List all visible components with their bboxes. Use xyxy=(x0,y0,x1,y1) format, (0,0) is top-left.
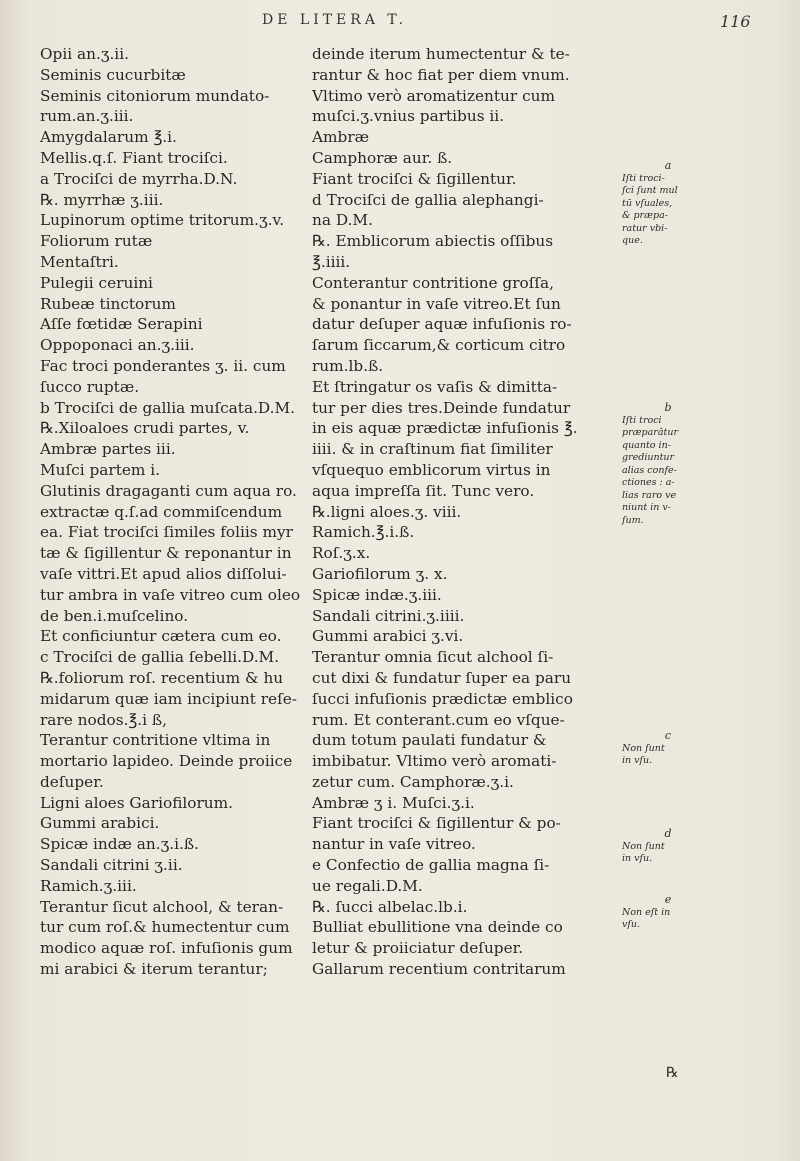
marginal-note-line: præparātur xyxy=(622,427,678,438)
text-line: Opii an.ʒ.ii. xyxy=(40,45,129,63)
marginal-note-label: c xyxy=(664,729,672,742)
text-line: Gallarum recentium contritarum xyxy=(312,960,566,979)
text-line: aqua impreſſa ſit. Tunc vero. xyxy=(312,481,535,500)
marginal-note-line: alias confe- xyxy=(622,464,677,476)
text-line: Rubeæ tinctorum xyxy=(40,294,176,313)
text-line: Gummi arabici ʒ.vi. xyxy=(312,627,464,646)
text-line: Sandali citrini.ʒ.iiii. xyxy=(312,606,465,625)
text-line: cut dixi & fundatur ſuper ea paru xyxy=(312,668,572,687)
text-line: na D.M. xyxy=(312,211,373,230)
text-line: Gariofilorum ʒ. x. xyxy=(312,564,448,583)
marginal-note-line: Iſti troci xyxy=(622,414,662,426)
text-line: Terantur ſicut alchool, & teran- xyxy=(40,897,284,916)
text-line: extractæ q.ſ.ad commiſcendum xyxy=(40,502,283,521)
text-line: Glutinis dragaganti cum aqua ro. xyxy=(40,481,297,500)
text-line: ue regali.D.M. xyxy=(312,876,423,895)
text-line: Camphoræ aur. ß. xyxy=(312,148,453,167)
marginal-note-e xyxy=(622,894,714,932)
text-line: Foliorum rutæ xyxy=(40,232,153,251)
marginal-note-label: e xyxy=(664,893,672,906)
text-line: ℞. Emblicorum abiectis oſſibus xyxy=(312,232,554,251)
text-line: vſquequo emblicorum virtus in xyxy=(312,460,551,479)
marginal-note-line: Non eſt in xyxy=(622,906,671,918)
text-line: Ramich.℥.i.ß. xyxy=(312,523,415,542)
text-line: letur & proiiciatur deſuper. xyxy=(312,939,524,958)
text-line: Ambræ partes iii. xyxy=(40,440,176,459)
marginal-note-line: Non ſunt xyxy=(622,840,665,852)
text-line: ℞.Xiloaloes crudi partes, v. xyxy=(40,419,250,438)
text-line: nantur in vaſe vitreo. xyxy=(312,835,476,854)
text-line: Pulegii ceruini xyxy=(40,273,153,292)
page-header xyxy=(0,12,800,36)
marginal-note-line: & præpa- xyxy=(622,210,668,221)
catchword: ℞ xyxy=(666,1065,679,1081)
text-line: Seminis cucurbitæ xyxy=(40,65,186,84)
marginal-note-b xyxy=(622,402,714,527)
text-line: Oppoponaci an.ʒ.iii. xyxy=(40,336,195,355)
text-line: Ligni aloes Gariofilorum. xyxy=(40,793,234,812)
marginal-note-line: ſum. xyxy=(622,514,644,526)
text-line: Roſ.ʒ.x. xyxy=(312,544,371,563)
text-line: mi arabici & iterum terantur; xyxy=(40,960,268,979)
text-line: vaſe vittri.Et apud alios diſſolui- xyxy=(40,564,287,583)
text-line: ſarum ſiccarum,& corticum citro xyxy=(312,336,566,355)
text-line: midarum quæ iam incipiunt reſe- xyxy=(40,689,297,708)
marginal-note-c xyxy=(622,730,714,768)
text-line: modico aquæ roſ. infuſionis gum xyxy=(40,939,293,958)
text-line: iiii. & in craſtinum fiat ſimiliter xyxy=(312,440,553,459)
text-line: ſucci infuſionis prædictæ emblico xyxy=(312,689,573,708)
text-line: dum totum paulati fundatur & xyxy=(312,731,547,750)
text-line: tur cum roſ.& humectentur cum xyxy=(40,918,290,937)
text-line: ℞.foliorum roſ. recentium & hu xyxy=(40,668,284,687)
text-line: d Trociſci de gallia alephangi- xyxy=(312,190,544,209)
text-line: Mellis.q.ſ. Fiant trociſci. xyxy=(40,148,228,167)
text-line: zetur cum. Camphoræ.ʒ.i. xyxy=(312,772,514,791)
text-line: datur deſuper aquæ infuſionis ro- xyxy=(312,315,572,334)
text-line: Ambræ xyxy=(312,128,370,147)
text-line: Lupinorum optime tritorum.ʒ.v. xyxy=(40,211,285,230)
text-line: muſci.ʒ.vnius partibus ii. xyxy=(312,107,505,126)
text-line: Gummi arabici. xyxy=(40,814,160,833)
marginal-note-line: in vſu. xyxy=(622,755,653,766)
text-line: Spicæ indæ an.ʒ.i.ß. xyxy=(40,835,199,854)
marginal-note-line: quanto in- xyxy=(622,439,671,451)
marginal-note-line: que. xyxy=(622,235,643,246)
text-line: rum.lb.ß. xyxy=(312,356,384,375)
text-line: deinde iterum humectentur & te- xyxy=(312,45,570,63)
text-line: ea. Fiat trociſci ſimiles foliis myr xyxy=(40,523,293,542)
text-line: Fiant trociſci & ſigillentur & po- xyxy=(312,814,561,833)
marginal-note-line: ctiones : a- xyxy=(622,477,675,488)
marginal-note-line: Non ſunt xyxy=(622,742,665,754)
text-line: ℞. ſucci albelac.lb.i. xyxy=(312,897,468,916)
text-line: Fiant trociſci & ſigillentur. xyxy=(312,169,517,188)
text-line: deſuper. xyxy=(40,772,104,791)
marginal-note-label: a xyxy=(664,159,672,172)
marginal-note-line: niunt in v- xyxy=(622,502,671,513)
running-head: DE LITERA T. xyxy=(262,12,408,28)
text-line: Amygdalarum ℥.i. xyxy=(40,128,177,147)
text-line: rantur & hoc fiat per diem vnum. xyxy=(312,65,570,84)
folio-number: 116 xyxy=(720,12,751,31)
text-line: imbibatur. Vltimo verò aromati- xyxy=(312,752,557,771)
text-line: Conterantur contritione groſſa, xyxy=(312,273,555,292)
text-line: Muſci partem i. xyxy=(40,460,161,479)
text-line: in eis aquæ prædictæ infuſionis ℥. xyxy=(312,419,578,438)
text-line: de ben.i.muſcelino. xyxy=(40,606,189,625)
text-line: Terantur contritione vltima in xyxy=(40,731,271,750)
text-line: ℞.ligni aloes.ʒ. viii. xyxy=(312,502,462,521)
text-line: Spicæ indæ.ʒ.iii. xyxy=(312,585,442,604)
marginal-note-label: b xyxy=(664,401,672,414)
text-line: Sandali citrini ʒ.ii. xyxy=(40,856,183,875)
marginal-note-line: Iſti troci- xyxy=(622,172,665,184)
text-line: rare nodos.℥.i ß, xyxy=(40,710,167,729)
marginal-note-line: vſu. xyxy=(622,919,641,930)
text-line: e Confectio de gallia magna ſi- xyxy=(312,856,550,875)
text-line: Ramich.ʒ.iii. xyxy=(40,876,137,895)
text-line: tur per dies tres.Deinde fundatur xyxy=(312,398,571,417)
marginal-note-line: in vſu. xyxy=(622,853,653,864)
text-line: Fac troci ponderantes ʒ. ii. cum xyxy=(40,356,286,375)
marginal-note-line: tū vſuales, xyxy=(622,197,673,209)
text-line: c Trociſci de gallia ſebelli.D.M. xyxy=(40,648,280,667)
text-line: mortario lapideo. Deinde proiice xyxy=(40,752,293,771)
text-line: ſucco ruptæ. xyxy=(40,377,140,396)
marginal-note-a xyxy=(622,160,714,248)
text-line: Terantur omnia ſicut alchool ſi- xyxy=(312,648,554,667)
marginal-note-line: lias raro ve xyxy=(622,489,677,501)
text-line: Et ſtringatur os vaſis & dimitta- xyxy=(312,377,558,396)
text-line: Vltimo verò aromatizentur cum xyxy=(312,86,556,105)
text-line: Ambræ ʒ i. Muſci.ʒ.i. xyxy=(312,793,475,812)
text-line: Seminis citoniorum mundato- xyxy=(40,86,270,105)
text-line: rum.an.ʒ.iii. xyxy=(40,107,134,126)
text-line: tæ & ſigillentur & reponantur in xyxy=(40,544,292,563)
text-line: rum. Et conterant.cum eo vſque- xyxy=(312,710,565,729)
text-line: & ponantur in vaſe vitreo.Et ſun xyxy=(312,294,561,313)
text-line: Aſſe fœtidæ Serapini xyxy=(40,315,203,334)
text-line: tur ambra in vaſe vitreo cum oleo xyxy=(40,585,301,604)
marginal-note-line: ſci ſunt mul xyxy=(622,185,678,196)
marginal-note-d xyxy=(622,828,714,866)
marginal-note-line: grediuntur xyxy=(622,452,675,463)
marginal-note-line: ratur vbi- xyxy=(622,222,668,234)
left-column xyxy=(40,44,302,980)
right-column xyxy=(312,44,614,980)
text-line: Et conficiuntur cætera cum eo. xyxy=(40,627,282,646)
text-line: a Trociſci de myrrha.D.N. xyxy=(40,169,238,188)
text-line: ℞. myrrhæ ʒ.iii. xyxy=(40,190,164,209)
marginal-note-label: d xyxy=(664,827,672,840)
text-line: Mentaſtri. xyxy=(40,252,119,271)
text-line: Bulliat ebullitione vna deinde co xyxy=(312,918,563,937)
text-line: b Trociſci de gallia muſcata.D.M. xyxy=(40,398,296,417)
text-line: ℥.iiii. xyxy=(312,252,351,271)
